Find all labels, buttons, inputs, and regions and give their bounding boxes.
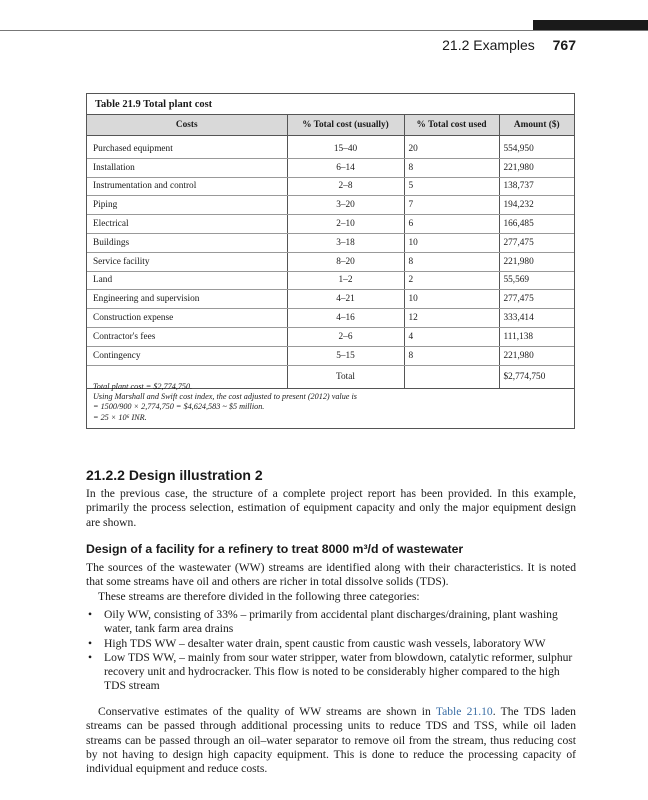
cell-used: 10 bbox=[404, 290, 499, 309]
section-intro bbox=[86, 487, 576, 530]
cell-amount: 333,414 bbox=[499, 309, 574, 328]
cell-used: 8 bbox=[404, 252, 499, 271]
cell-range: 2–6 bbox=[287, 327, 404, 346]
column-header: % Total cost used bbox=[404, 115, 499, 136]
cell-amount: 138,737 bbox=[499, 177, 574, 196]
table-row bbox=[87, 327, 574, 346]
cell-range: 2–10 bbox=[287, 215, 404, 234]
cell-used: 12 bbox=[404, 309, 499, 328]
cell-cost: Construction expense bbox=[87, 309, 287, 328]
table-row bbox=[87, 177, 574, 196]
table-row bbox=[87, 252, 574, 271]
table-row bbox=[87, 140, 574, 158]
cell-amount: 277,475 bbox=[499, 290, 574, 309]
page-number: 767 bbox=[552, 37, 576, 53]
table-row bbox=[87, 346, 574, 365]
cell-cost: Land bbox=[87, 271, 287, 290]
cell-amount: 554,950 bbox=[499, 140, 574, 158]
list-item: • High TDS WW – desalter water drain, spent caustic from caustic wash vessels, laboratory WW bbox=[88, 636, 546, 650]
bullet-icon: • bbox=[88, 636, 93, 650]
cell-cost: Piping bbox=[87, 196, 287, 215]
cell-cost: Contingency bbox=[87, 346, 287, 365]
sub-heading: Design of a facility for a refinery to treat 8000 m³/d of wastewater bbox=[86, 542, 464, 556]
running-header bbox=[442, 37, 576, 53]
cell-range: 4–21 bbox=[287, 290, 404, 309]
cell-amount: 111,138 bbox=[499, 327, 574, 346]
cell-cost: Buildings bbox=[87, 233, 287, 252]
body-para-1 bbox=[86, 561, 576, 604]
header-bar bbox=[533, 20, 648, 30]
total-label: Total bbox=[287, 365, 404, 388]
cell-used: 20 bbox=[404, 140, 499, 158]
table-reference-link[interactable]: Table 21.10 bbox=[435, 705, 493, 718]
column-header: Amount ($) bbox=[499, 115, 574, 136]
cell-cost: Service facility bbox=[87, 252, 287, 271]
cell-used: 8 bbox=[404, 346, 499, 365]
bullet-list bbox=[86, 608, 576, 694]
header-rule bbox=[0, 30, 648, 31]
cell-cost: Installation bbox=[87, 158, 287, 177]
total-amount: $2,774,750 bbox=[499, 365, 574, 388]
paragraph: The sources of the wastewater (WW) streams are identified along with their characteristics. It is noted that some streams have oil and others are richer in total dissolve solids (TDS). bbox=[86, 561, 576, 589]
cell-range: 5–15 bbox=[287, 346, 404, 365]
body-para-3 bbox=[86, 705, 576, 776]
cell-amount: 221,980 bbox=[499, 158, 574, 177]
cell-range: 1–2 bbox=[287, 271, 404, 290]
note-line: = 1500/900 × 2,774,750 = $4,624,583 ~ $5 million. bbox=[93, 402, 265, 412]
cell-used: 4 bbox=[404, 327, 499, 346]
cell-cost: Instrumentation and control bbox=[87, 177, 287, 196]
section-heading: 21.2.2 Design illustration 2 bbox=[86, 467, 263, 483]
cell-cost: Electrical bbox=[87, 215, 287, 234]
cell-cost: Contractor's fees bbox=[87, 327, 287, 346]
intro-paragraph: In the previous case, the structure of a complete project report has been provided. In this example, primarily the process selection, estimation of equipment capacity and only the major equipment design are shown. bbox=[86, 487, 576, 529]
table-row bbox=[87, 158, 574, 177]
cell-used: 6 bbox=[404, 215, 499, 234]
cell-range: 6–14 bbox=[287, 158, 404, 177]
cell-amount: 221,980 bbox=[499, 252, 574, 271]
list-item: • Oily WW, consisting of 33% – primarily from accidental plant discharges/draining, plant washing water, tank farm area drains bbox=[88, 608, 558, 636]
table-row bbox=[87, 215, 574, 234]
cell-cost: Engineering and supervision bbox=[87, 290, 287, 309]
cell-amount: 277,475 bbox=[499, 233, 574, 252]
table-row bbox=[87, 309, 574, 328]
cell-amount: 55,569 bbox=[499, 271, 574, 290]
column-header: Costs bbox=[87, 115, 287, 136]
table-caption: Table 21.9 Total plant cost bbox=[95, 99, 213, 110]
bullet-icon: • bbox=[88, 608, 93, 621]
cell-range: 3–18 bbox=[287, 233, 404, 252]
cell-used: 8 bbox=[404, 158, 499, 177]
cell-used: 10 bbox=[404, 233, 499, 252]
table-row bbox=[87, 290, 574, 309]
cell-used: 5 bbox=[404, 177, 499, 196]
cell-range: 2–8 bbox=[287, 177, 404, 196]
cell-range: 8–20 bbox=[287, 252, 404, 271]
cell-amount: 166,485 bbox=[499, 215, 574, 234]
cell-range: 15–40 bbox=[287, 140, 404, 158]
cell-range: 3–20 bbox=[287, 196, 404, 215]
list-item: • Low TDS WW, – mainly from sour water stripper, water from blowdown, catalytic reformer, sulphur recovery unit and hydrocracker. This flow is noted to be considerably higher compared to the high TDS stream bbox=[88, 650, 573, 693]
paragraph: Conservative estimates of the quality of WW streams are shown in Table 21.10. The TDS laden streams can be passed through additional processing units to reduce TDS and TSS, while oil laden streams can be passed through an oil–water separator to remove oil from the stream, thus reducing cost by not having to design high capacity equipment. This is done to reduce the processing capacity of individual equipment and reduce costs. bbox=[86, 705, 576, 776]
table-row bbox=[87, 233, 574, 252]
cell-used: 2 bbox=[404, 271, 499, 290]
table-notes bbox=[93, 382, 357, 423]
cell-cost: Purchased equipment bbox=[87, 140, 287, 158]
cell-amount: 194,232 bbox=[499, 196, 574, 215]
note-line: Using Marshall and Swift cost index, the cost adjusted to present (2012) value is bbox=[93, 392, 357, 402]
cost-table bbox=[87, 114, 574, 389]
note-line: Total plant cost = $2,774,750. bbox=[93, 382, 193, 391]
paragraph: These streams are therefore divided in the following three categories: bbox=[98, 589, 420, 603]
column-header: % Total cost (usually) bbox=[287, 115, 404, 136]
note-line: = 25 × 10⁶ INR. bbox=[93, 412, 147, 422]
table-total-plant-cost bbox=[86, 93, 575, 429]
cell-amount: 221,980 bbox=[499, 346, 574, 365]
cell-range: 4–16 bbox=[287, 309, 404, 328]
cell-used: 7 bbox=[404, 196, 499, 215]
bullet-icon: • bbox=[88, 650, 93, 664]
empty-cell bbox=[404, 365, 499, 388]
table-row bbox=[87, 271, 574, 290]
header-section: 21.2 Examples bbox=[442, 37, 535, 53]
table-row bbox=[87, 196, 574, 215]
